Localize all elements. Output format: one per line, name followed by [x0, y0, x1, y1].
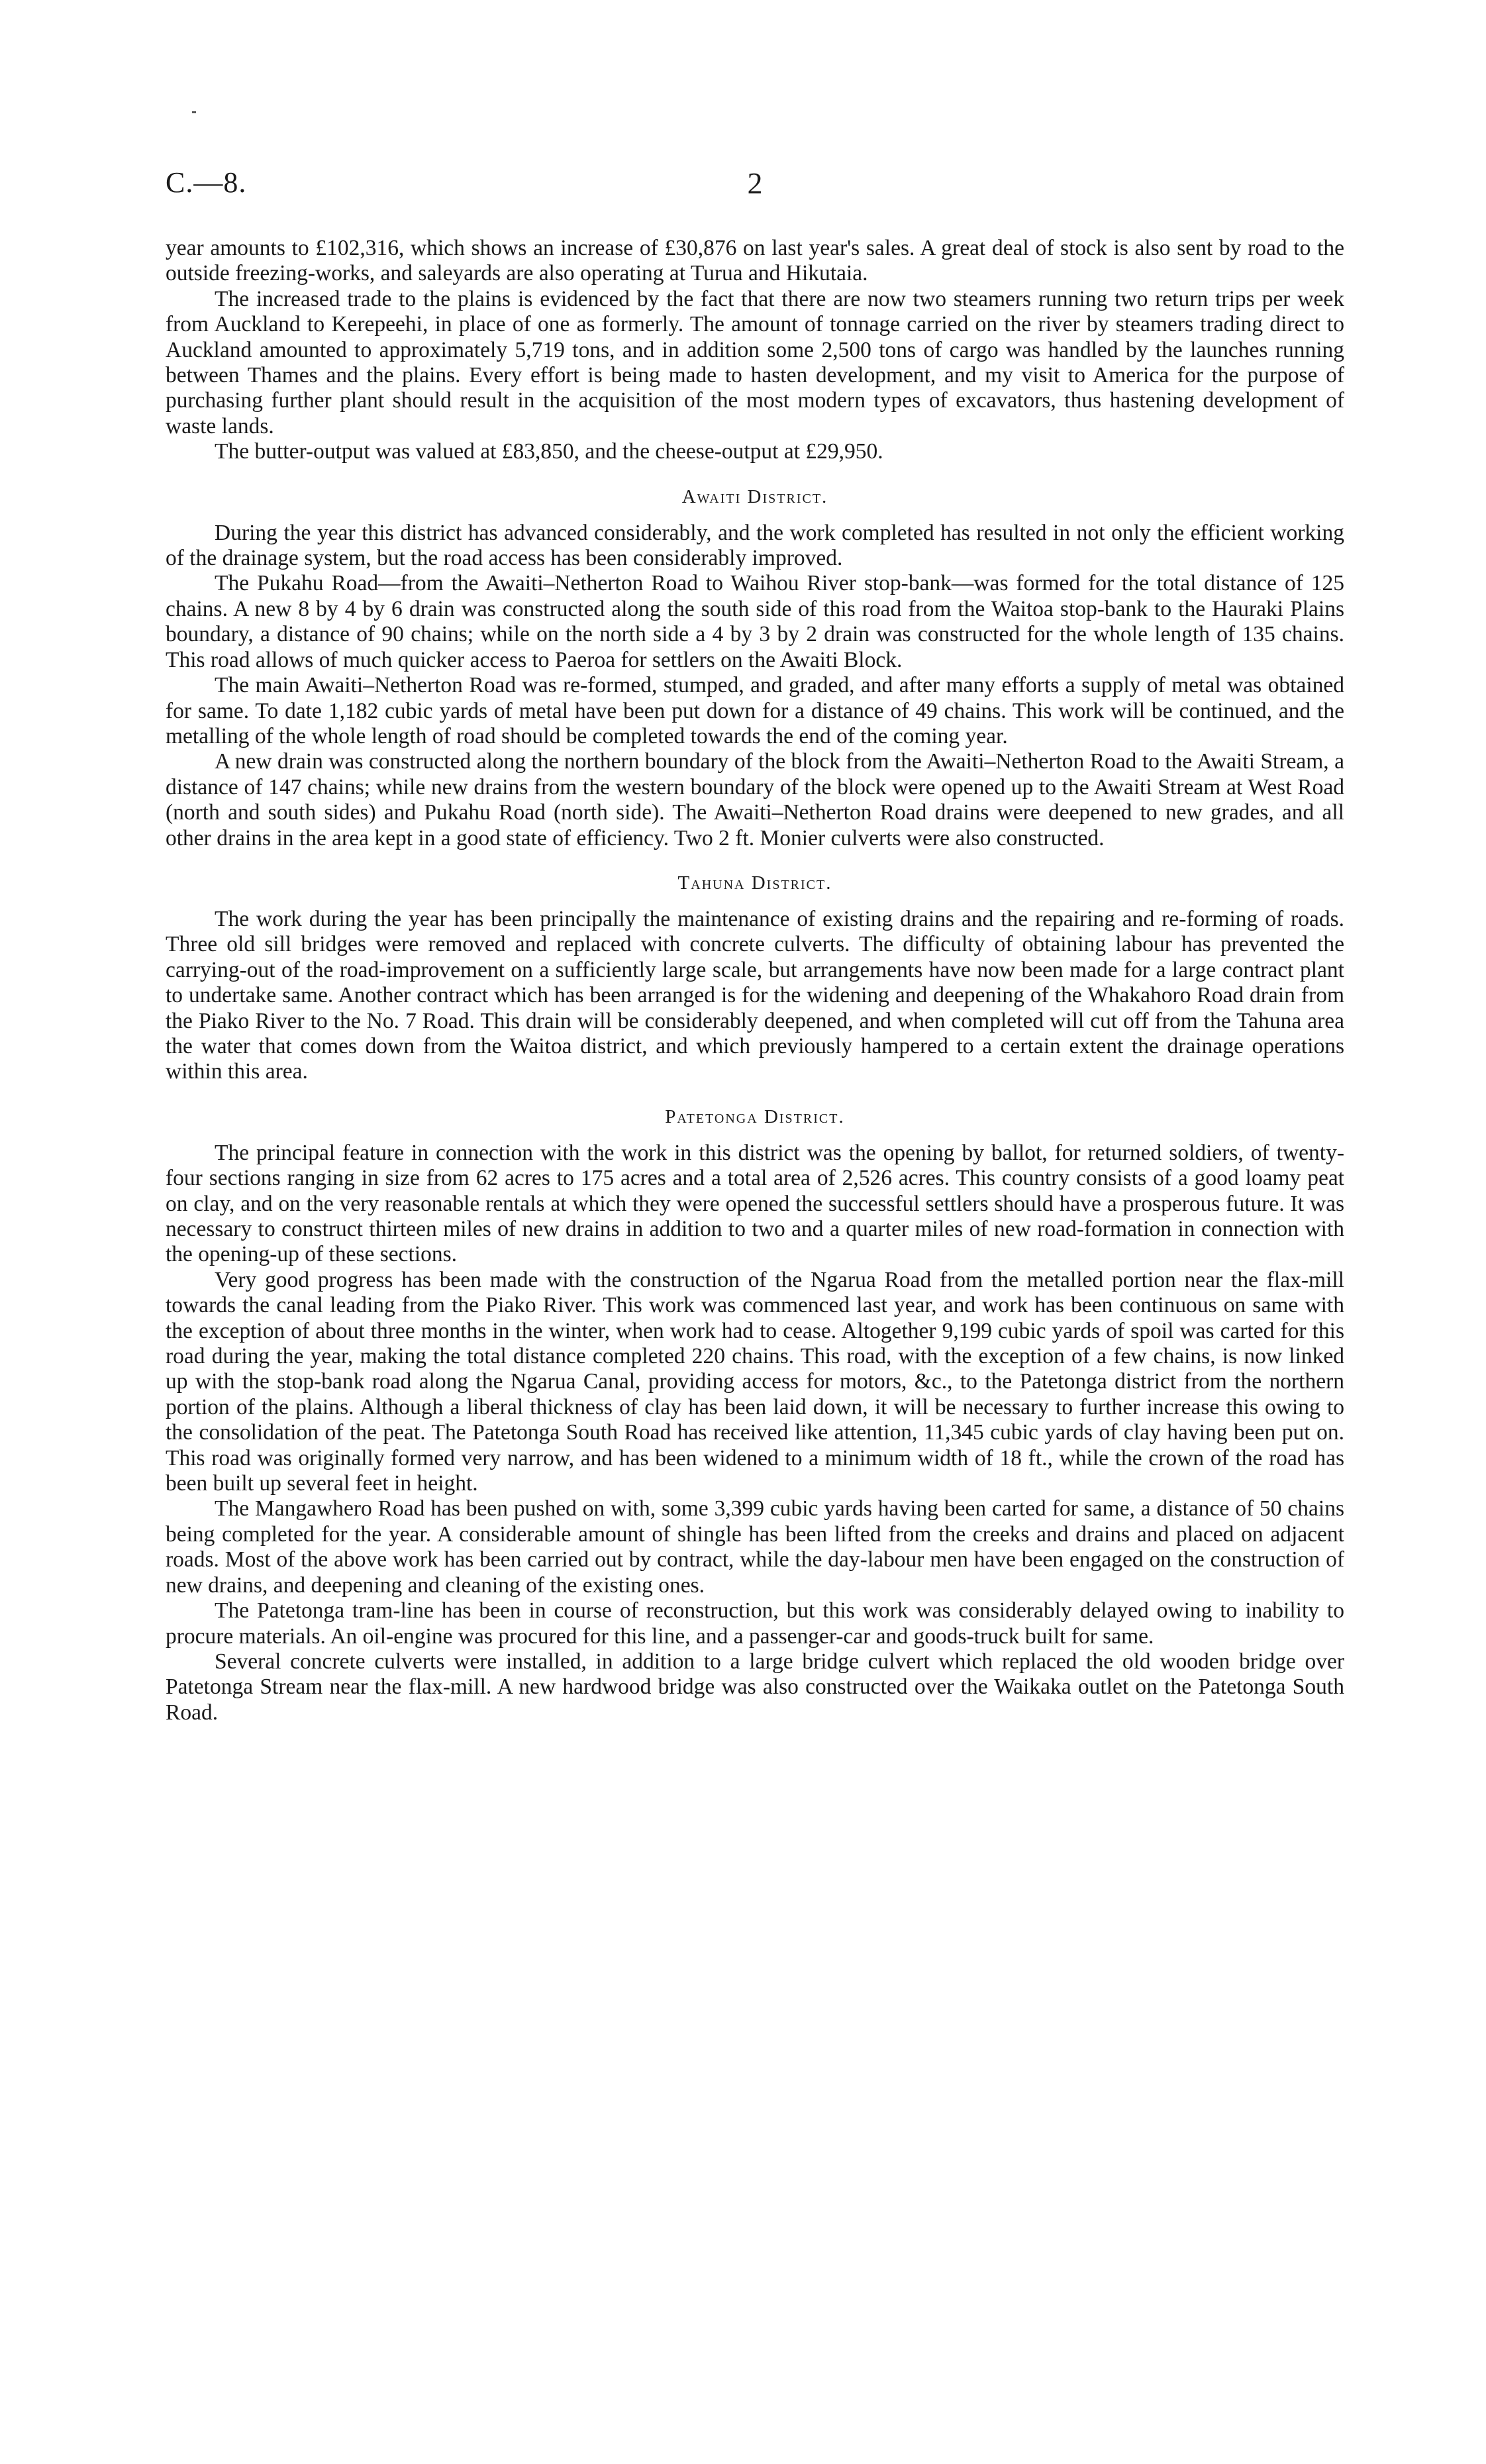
paragraph: Several concrete culverts were installed, in addition to a large bridge culvert which replaced the old wooden bridge over Patetonga Stream near the flax-mill. A new hardwood bridge was also constructed over the Waikaka outlet on the Patetonga South Road. — [166, 1649, 1344, 1725]
section-awaiti-district — [166, 485, 1344, 851]
paragraph: A new drain was constructed along the northern boundary of the block from the Awaiti–Netherton Road to the Awaiti Stream, a distance of 147 chains; while new drains from the western boundary of the block were opened up to the Awaiti Stream at West Road (north and south sides) and Pukahu Road (north side). The Awaiti–Netherton Road drains were deepened to new grades, and all other drains in the area kept in a good state of efficiency. Two 2 ft. Monier culverts were also constructed. — [166, 749, 1344, 850]
document-code: C.—8. — [166, 166, 247, 199]
page-header — [166, 166, 1344, 205]
paragraph: The main Awaiti–Netherton Road was re-formed, stumped, and graded, and after many efforts a supply of metal was obtained for same. To date 1,182 cubic yards of metal have been put down for a distance of 49 chains. This work will be continued, and the metalling of the whole length of road should be completed towards the end of the coming year. — [166, 673, 1344, 748]
section-tahuna-district — [166, 871, 1344, 1085]
page-number: 2 — [747, 166, 763, 200]
section-heading: Awaiti District. — [681, 486, 828, 507]
paragraph: year amounts to £102,316, which shows an increase of £30,876 on last year's sales. A great deal of stock is also sent by road to the outside freezing-works, and saleyards are also operating at Turua and Hikutaia. — [166, 236, 1344, 286]
paragraph: The Mangawhero Road has been pushed on with, some 3,399 cubic yards having been carted for same, a distance of 50 chains being completed for the year. A considerable amount of shingle has been lifted from the creeks and drains and placed on adjacent roads. Most of the above work has been carried out by contract, while the day-labour men have been engaged on the construction of new drains, and deepening and cleaning of the existing ones. — [166, 1496, 1344, 1598]
paragraph: The principal feature in connection with the work in this district was the opening by ballot, for returned soldiers, of twenty-four sections ranging in size from 62 acres to 175 acres and a total area of 2,526 acres. This country consists of a good loamy peat on clay, and on the very reasonable rentals at which they were opened the successful settlers should have a prosperous future. It was necessary to construct thirteen miles of new drains in addition to two and a quarter miles of new road-formation in connection with the opening-up of these sections. — [166, 1140, 1344, 1267]
paragraph: The work during the year has been principally the maintenance of existing drains and the repairing and re-forming of roads. Three old sill bridges were removed and replaced with concrete culverts. The difficulty of obtaining labour has prevented the carrying-out of the road-improvement on a sufficiently large scale, but arrangements have now been made for a large contract plant to undertake same. Another contract which has been arranged is for the widening and deepening of the Whakahoro Road drain from the Piako River to the No. 7 Road. This drain will be considerably deepened, and when completed will cut off from the Tahuna area the water that comes down from the Waitoa district, and which previously hampered to a certain extent the drainage operations within this area. — [166, 906, 1344, 1084]
section-patetonga-district — [166, 1105, 1344, 1725]
paragraph: The Patetonga tram-line has been in course of reconstruction, but this work was considerably delayed owing to inability to procure materials. An oil-engine was procured for this line, and a passenger-car and goods-truck built for same. — [166, 1598, 1344, 1649]
document-body — [166, 236, 1344, 1725]
section-heading: Tahuna District. — [677, 872, 832, 894]
paragraph: The increased trade to the plains is evidenced by the fact that there are now two steamers running two return trips per week from Auckland to Kerepeehi, in place of one as formerly. The amount of tonnage carried on the river by steamers trading direct to Auckland amounted to approximately 5,719 tons, and in addition some 2,500 tons of cargo was handled by the launches running between Thames and the plains. Every effort is being made to hasten development, and my visit to America for the purpose of purchasing further plant should result in the acquisition of the most modern types of excavators, thus hastening development of waste lands. — [166, 286, 1344, 438]
section-heading: Patetonga District. — [665, 1105, 845, 1127]
paragraph: The Pukahu Road—from the Awaiti–Netherton Road to Waihou River stop-bank—was formed for the total distance of 125 chains. A new 8 by 4 by 6 drain was constructed along the south side of this road from the Waitoa stop-bank to the Hauraki Plains boundary, a distance of 90 chains; while on the north side a 4 by 3 by 2 drain was constructed for the whole length of 135 chains. This road allows of much quicker access to Paeroa for settlers on the Awaiti Block. — [166, 571, 1344, 672]
paragraph: Very good progress has been made with the construction of the Ngarua Road from the metalled portion near the flax-mill towards the canal leading from the Piako River. This work was commenced last year, and work has been continuous on same with the exception of about three months in the winter, when work had to cease. Altogether 9,199 cubic yards of spoil was carted for this road during the year, making the total distance completed 220 chains. This road, with the exception of a few chains, is now linked up with the stop-bank road along the Ngarua Canal, providing access for motors, &c., to the Patetonga district from the northern portion of the plains. Although a liberal thickness of clay has been laid down, it will be necessary to further increase this owing to the consolidation of the peat. The Patetonga South Road has received like attention, 11,345 cubic yards of clay having been put on. This road was originally formed very narrow, and has been widened to a minimum width of 18 ft., while the crown of the road has been built up several feet in height. — [166, 1267, 1344, 1496]
paragraph: The butter-output was valued at £83,850, and the cheese-output at £29,950. — [215, 439, 883, 464]
paragraph: During the year this district has advanced considerably, and the work completed has resulted in not only the efficient working of the drainage system, but the road access has been considerably improved. — [166, 520, 1344, 571]
section-intro — [166, 236, 1344, 465]
stray-ink-mark — [192, 111, 196, 113]
